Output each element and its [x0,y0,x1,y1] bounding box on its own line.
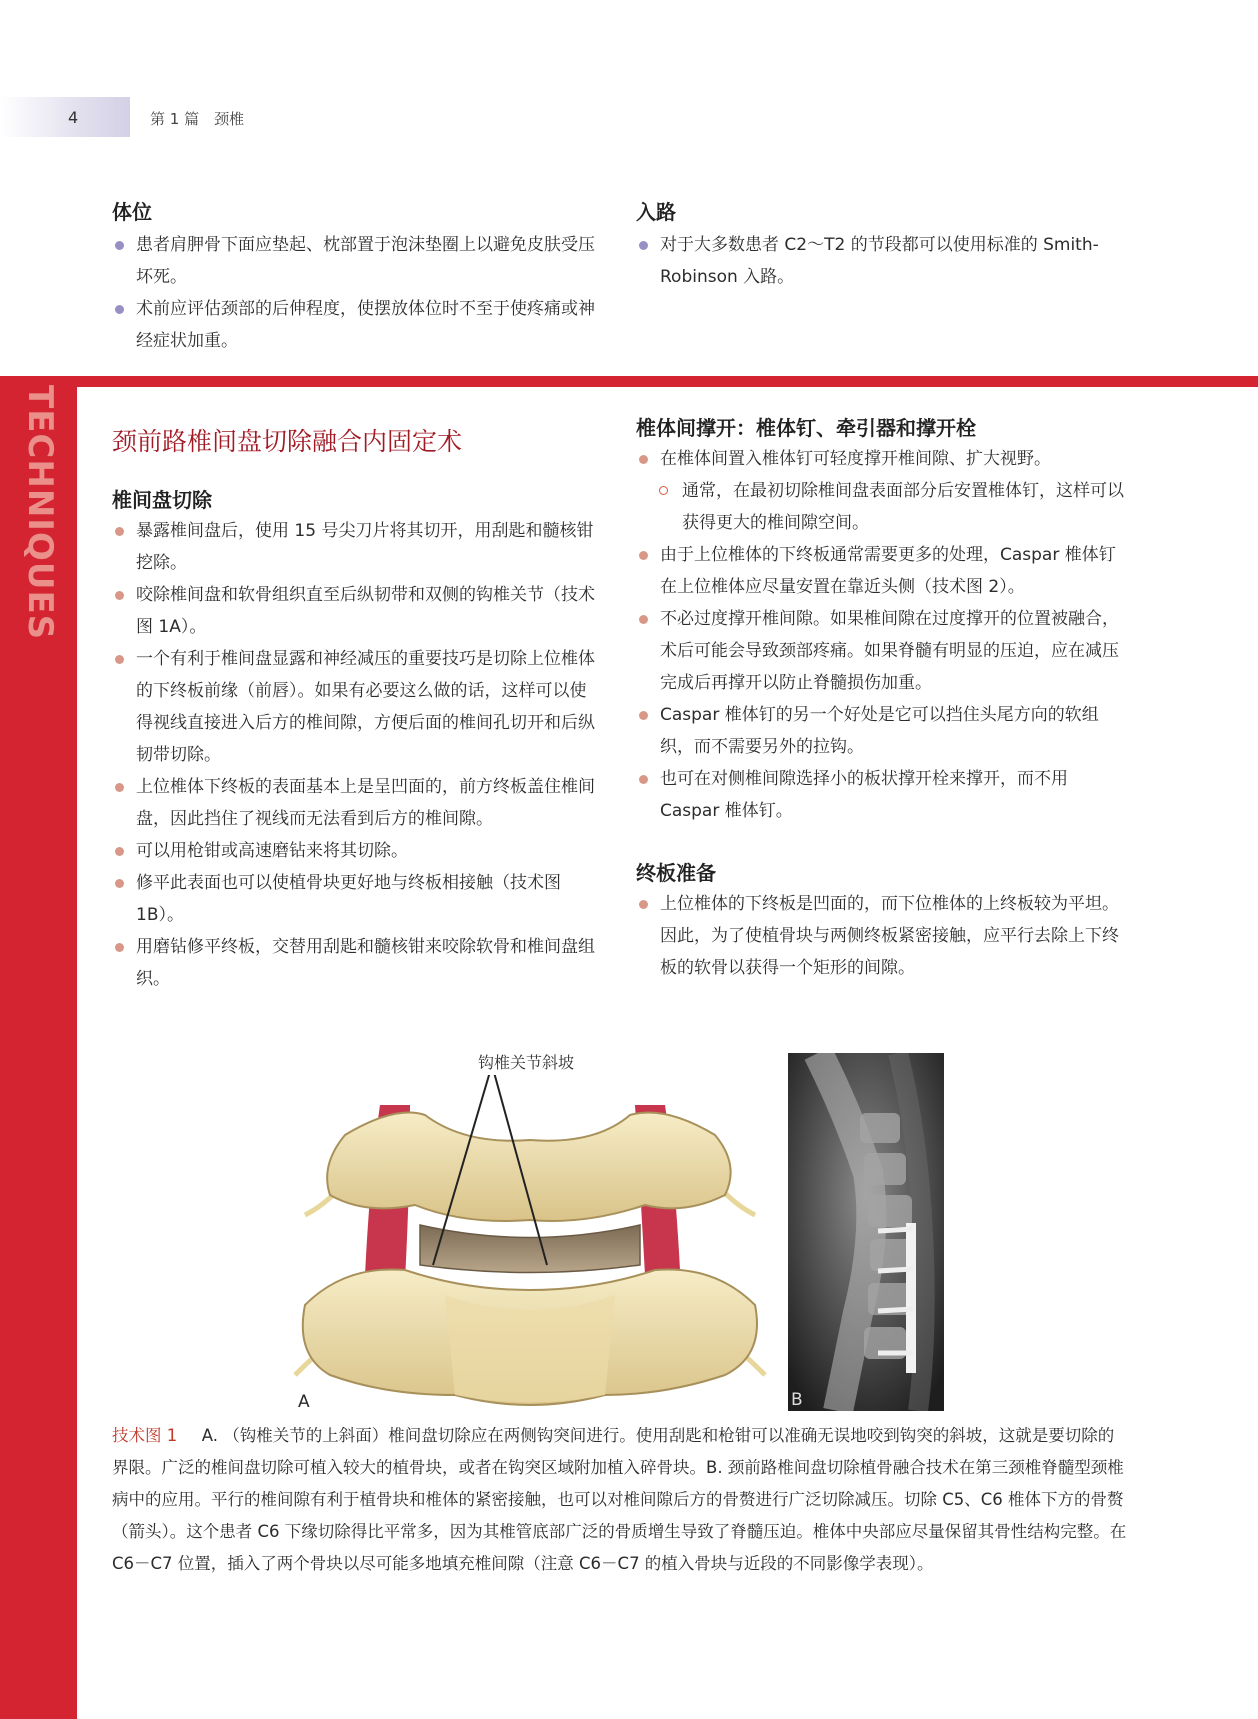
technique-title: 颈前路椎间盘切除融合内固定术 [112,427,463,456]
discectomy-title: 椎间盘切除 [112,488,212,512]
positioning-section [112,196,602,357]
list-item: 术前应评估颈部的后伸程度，使摆放体位时不至于使疼痛或神经症状加重。 [112,293,602,357]
approach-list [636,229,1126,293]
xray-graphic [788,1053,944,1411]
list-item: 用磨钻修平终板，交替用刮匙和髓核钳来咬除软骨和椎间盘组织。 [112,931,602,995]
technique-right-column [636,412,1126,984]
endplate-title: 终板准备 [636,861,716,885]
list-item: 一个有利于椎间盘显露和神经减压的重要技巧是切除上位椎体的下终板前缘（前唇）。如果有必要这么做的话，这样可以使得视线直接进入后方的椎间隙，方便后面的椎间孔切开和后纵韧带切除。 [112,643,602,771]
list-item: 可以用枪钳或高速磨钻来将其切除。 [112,835,602,867]
running-title: 第 1 篇 颈椎 [150,110,245,128]
list-item: 暴露椎间盘后，使用 15 号尖刀片将其切开，用刮匙和髓核钳挖除。 [112,515,602,579]
section-divider [0,376,1258,387]
upper-vertebra-shape [327,1113,730,1222]
list-item: 患者肩胛骨下面应垫起、枕部置于泡沫垫圈上以避免皮肤受压坏死。 [112,229,602,293]
xray-image [788,1053,944,1411]
positioning-list [112,229,602,357]
distraction-title: 椎体间撑开：椎体钉、牵引器和撑开栓 [636,416,976,440]
figure-callout-label: 钩椎关节斜坡 [478,1053,575,1072]
panel-a-label: A [298,1392,310,1412]
list-item: 由于上位椎体的下终板通常需要更多的处理，Caspar 椎体钉在上位椎体应尽量安置在靠近头侧（技术图 2）。 [636,539,1126,603]
page-number: 4 [68,108,79,127]
techniques-side-label: TECHNIQUES [20,385,60,641]
list-item: 咬除椎间盘和软骨组织直至后纵韧带和双侧的钩椎关节（技术图 1A）。 [112,579,602,643]
list-item: 对于大多数患者 C2～T2 的节段都可以使用标准的 Smith-Robinson 入路。 [636,229,1126,293]
list-item: 在椎体间置入椎体钉可轻度撑开椎间隙、扩大视野。 [636,443,1126,475]
caption-label: 技术图 1 [112,1426,178,1445]
caption-text: A. （钩椎关节的上斜面）椎间盘切除应在两侧钩突间进行。使用刮匙和枪钳可以准确无误地咬到钩突的斜坡，这就是要切除的界限。广泛的椎间盘切除可植入较大的植骨块，或者在钩突区域附加植入碎骨块。B. 颈前路椎间盘切除植骨融合技术在第三颈椎脊髓型颈椎病中的应用。平行的椎间隙有利于植骨块和椎体的紧密接触，也可以对椎间隙后方的骨赘进行广泛切除减压。切除 C5、C6 椎体下方的骨赘（箭头）。这个患者 C6 下缘切除得比平常多，因为其椎管底部广泛的骨质增生导致了脊髓压迫。椎体中央部应尽量保留其骨性结构完整。在 C6－C7 位置，插入了两个骨块以尽可能多地填充椎间隙（注意 C6－C7 的植入骨块与近段的不同影像学表现）。 [112,1426,1127,1573]
disc-shape [420,1225,640,1273]
sub-list-item: 通常，在最初切除椎间盘表面部分后安置椎体钉，这样可以获得更大的椎间隙空间。 [636,475,1126,539]
positioning-title: 体位 [112,200,152,224]
distraction-list [636,443,1126,827]
list-item: 也可在对侧椎间隙选择小的板状撑开栓来撑开，而不用 Caspar 椎体钉。 [636,763,1126,827]
figure-caption [112,1420,1130,1580]
technique-left-column [112,422,602,995]
list-item: 上位椎体的下终板是凹面的，而下位椎体的上终板较为平坦。因此，为了使植骨块与两侧终板紧密接触，应平行去除上下终板的软骨以获得一个矩形的间隙。 [636,888,1126,984]
list-item: Caspar 椎体钉的另一个好处是它可以挡住头尾方向的软组织，而不需要另外的拉钩。 [636,699,1126,763]
endplate-list [636,888,1126,984]
vertebra-illustration [285,1075,775,1415]
approach-section [636,196,1126,293]
approach-title: 入路 [636,200,676,224]
panel-b-label: B [791,1390,803,1410]
list-item: 不必过度撑开椎间隙。如果椎间隙在过度撑开的位置被融合，术后可能会导致颈部疼痛。如果脊髓有明显的压迫，应在减压完成后再撑开以防止脊髓损伤加重。 [636,603,1126,699]
list-item: 上位椎体下终板的表面基本上是呈凹面的，前方终板盖住椎间盘，因此挡住了视线而无法看到后方的椎间隙。 [112,771,602,835]
discectomy-list [112,515,602,995]
list-item: 修平此表面也可以使植骨块更好地与终板相接触（技术图 1B）。 [112,867,602,931]
header-band [0,97,130,137]
